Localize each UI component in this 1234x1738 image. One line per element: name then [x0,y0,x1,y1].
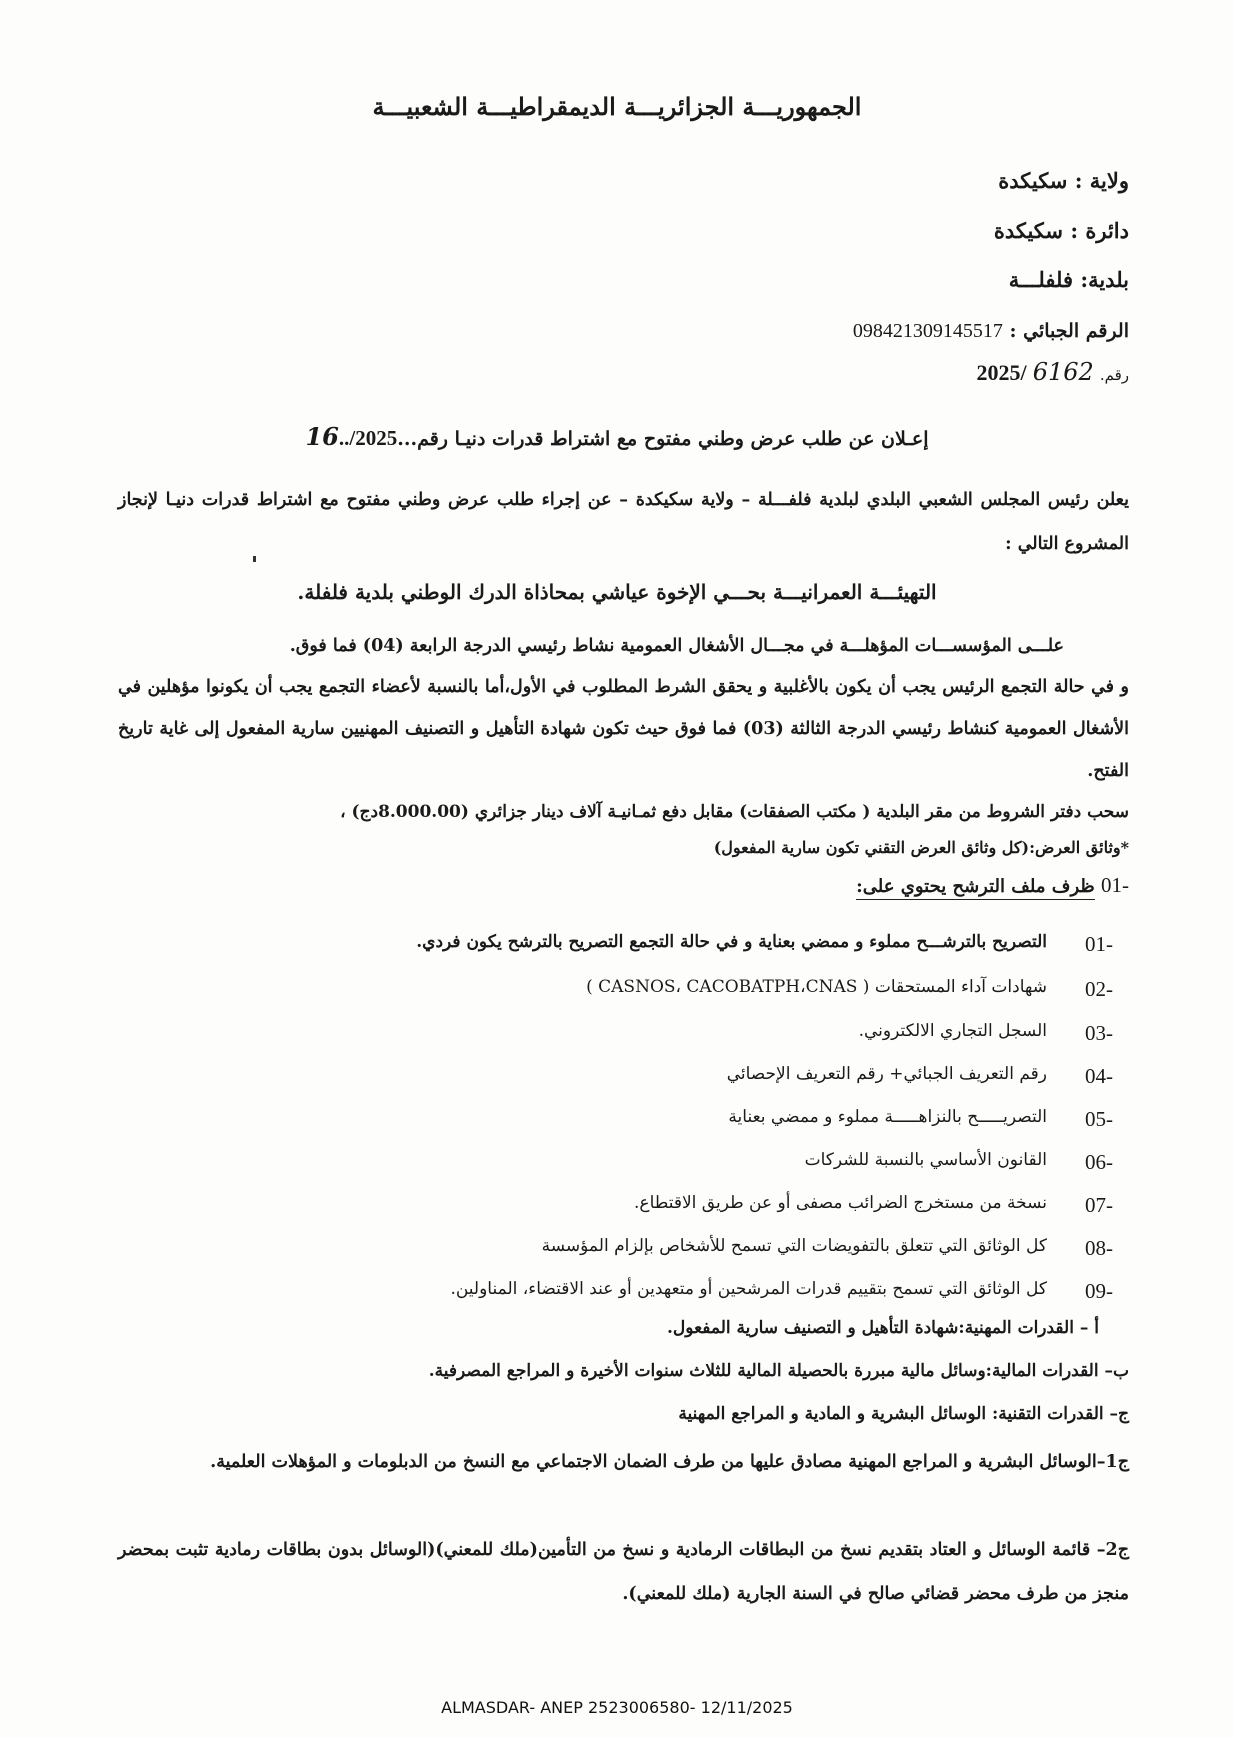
item-number: 09- [1085,1279,1113,1303]
commune-label: بلدية: [1080,267,1129,292]
commune-value: فلفلـــة [1008,267,1073,292]
source-footer: ALMASDAR- ANEP 2523006580- 12/11/2025 [441,1698,793,1717]
item-number: 08- [1085,1236,1113,1260]
capacity-financial: ب– القدرات المالية:وسائل مالية مبررة بالحصيلة المالية للثلاث سنوات الأخيرة و المراجع المصرفية. [428,1361,1129,1381]
list-item [542,1236,1129,1261]
reference-line [977,358,1129,386]
intro-paragraph: يعلن رئيس المجلس الشعبي البلدي لبلدية فلفـــلة – ولاية سكيكدة – عن إجراء طلب عرض وطني مفتوح مع اشتراط قدرات دنيـا لإنجاز المشروع التالي : [118,490,1129,554]
offer-docs-line: *وثائق العرض:(كل وثائق العرض التقني تكون سارية المفعول) [713,838,1129,857]
scan-mark [253,556,256,562]
item-text: السجل التجاري الالكتروني. [858,1021,1047,1041]
commune-line [1009,267,1129,292]
envelope-label: ظرف ملف الترشح يحتوي على: [856,876,1095,900]
item-text: نسخة من مستخرج الضرائب مصفى أو عن طريق الاقتطاع. [634,1193,1047,1213]
item-number: 01- [1085,932,1113,956]
daira-value: سكيكدة [993,218,1063,243]
list-item [450,1279,1129,1304]
item-number: 05- [1085,1107,1113,1131]
reference-handwritten: 6162 [1032,358,1094,386]
list-item [416,932,1129,957]
project-title: التهيئـــة العمرانيـــة بحـــي الإخوة عياشي بمحاذاة الدرك الوطني بلدية فلفلة. [297,580,937,604]
list-item [805,1150,1129,1175]
tax-id-line [853,320,1129,343]
item-text: رقم التعريف الجبائي+ رقم التعريف الإحصائي [726,1064,1047,1084]
item-number: 07- [1085,1193,1113,1217]
item-text: التصريـــــح بالنزاهـــــة مملوء و ممضي بعناية [728,1107,1047,1127]
announcement-year: ../2025 [338,426,398,450]
list-item [586,977,1129,1002]
technical-j2: ج2– قائمة الوسائل و العتاد بتقديم نسخ من البطاقات الرمادية و نسخ من التأمين(ملك للمعني)(الوسائل بدون بطاقات رمادية تثبت بمحضر منجز من طرف محضر قضائي صالح في السنة الجارية (ملك للمعني). [118,1540,1129,1604]
item-text: شهادات آداء المستحقات ( CASNOS، CACOBATPH،CNAS ) [586,977,1047,997]
reference-label: رقم. [1099,366,1129,384]
daira-line [994,218,1129,243]
tax-id-label: الرقم الجبائي : [1009,320,1129,342]
list-item [728,1107,1129,1132]
tax-id-value: 098421309145517 [852,320,1003,342]
wilaya-label: ولاية : [1074,168,1129,193]
item-text: كل الوثائق التي تسمح بتقييم قدرات المرشحين أو متعهدين أو عند الاقتضاء، المناولين. [450,1279,1047,1299]
list-item [634,1193,1129,1218]
capacity-technical: ج– القدرات التقنية: الوسائل البشرية و المادية و المراجع المهنية [678,1404,1129,1424]
withdrawal-line: سحب دفتر الشروط من مقر البلدية ( مكتب الصفقات) مقابل دفع ثمـانيـة آلاف دينار جزائري (8.000.00دج) ، [340,802,1129,822]
wilaya-value: سكيكدة [998,168,1068,193]
list-item [859,1021,1129,1046]
wilaya-line [998,168,1129,193]
envelope-heading [856,873,1129,898]
announcement-title [0,422,1234,451]
item-number: 06- [1085,1150,1113,1174]
eligibility-paragraph: علـــى المؤسســـات المؤهلـــة في مجـــال الأشغال العمومية نشاط رئيسي الدرجة الرابعة (04) فما فوق. [289,636,1064,656]
list-item [727,1064,1129,1089]
group-condition-paragraph: و في حالة التجمع الرئيس يجب أن يكون بالأغلبية و يحقق الشرط المطلوب في الأول،أما بالنسبة لأعضاء التجمع يجب أن يكونوا مؤهلين في الأشغال العمومية كنشاط رئيسي الدرجة الثالثة (03) فما فوق حيث تكون شهادة التأهيل و التصنيف المهنيين سارية المفعول إلى غاية تاريخ الفتح. [118,677,1129,781]
item-text: التصريح بالترشـــح مملوء و ممضي بعناية و في حالة التجمع التصريح بالترشح يكون فردي. [416,932,1047,952]
republic-title: الجمهوريـــة الجزائريـــة الديمقراطيـــة الشعبيـــة [372,92,862,121]
envelope-number: 01- [1101,873,1129,897]
item-number: 03- [1085,1021,1113,1045]
item-text: القانون الأساسي بالنسبة للشركات [804,1150,1047,1170]
capacity-professional: أ – القدرات المهنية:شهادة التأهيل و التصنيف سارية المفعول. [667,1318,1099,1338]
item-text: كل الوثائق التي تتعلق بالتفويضات التي تسمح للأشخاص بإلزام المؤسسة [541,1236,1047,1256]
item-number: 02- [1085,977,1113,1001]
announcement-title-text: إعـلان عن طلب عرض وطني مفتوح مع اشتراط قدرات دنيـا رقم... [397,428,929,450]
technical-j1: ج1–الوسائل البشرية و المراجع المهنية مصادق عليها من طرف الضمان الاجتماعي مع النسخ من الدبلومات و المؤهلات العلمية. [210,1452,1129,1472]
announcement-number: 16 [305,422,339,451]
item-number: 04- [1085,1064,1113,1088]
daira-label: دائرة : [1070,218,1129,243]
reference-year: 2025/ [976,360,1027,385]
